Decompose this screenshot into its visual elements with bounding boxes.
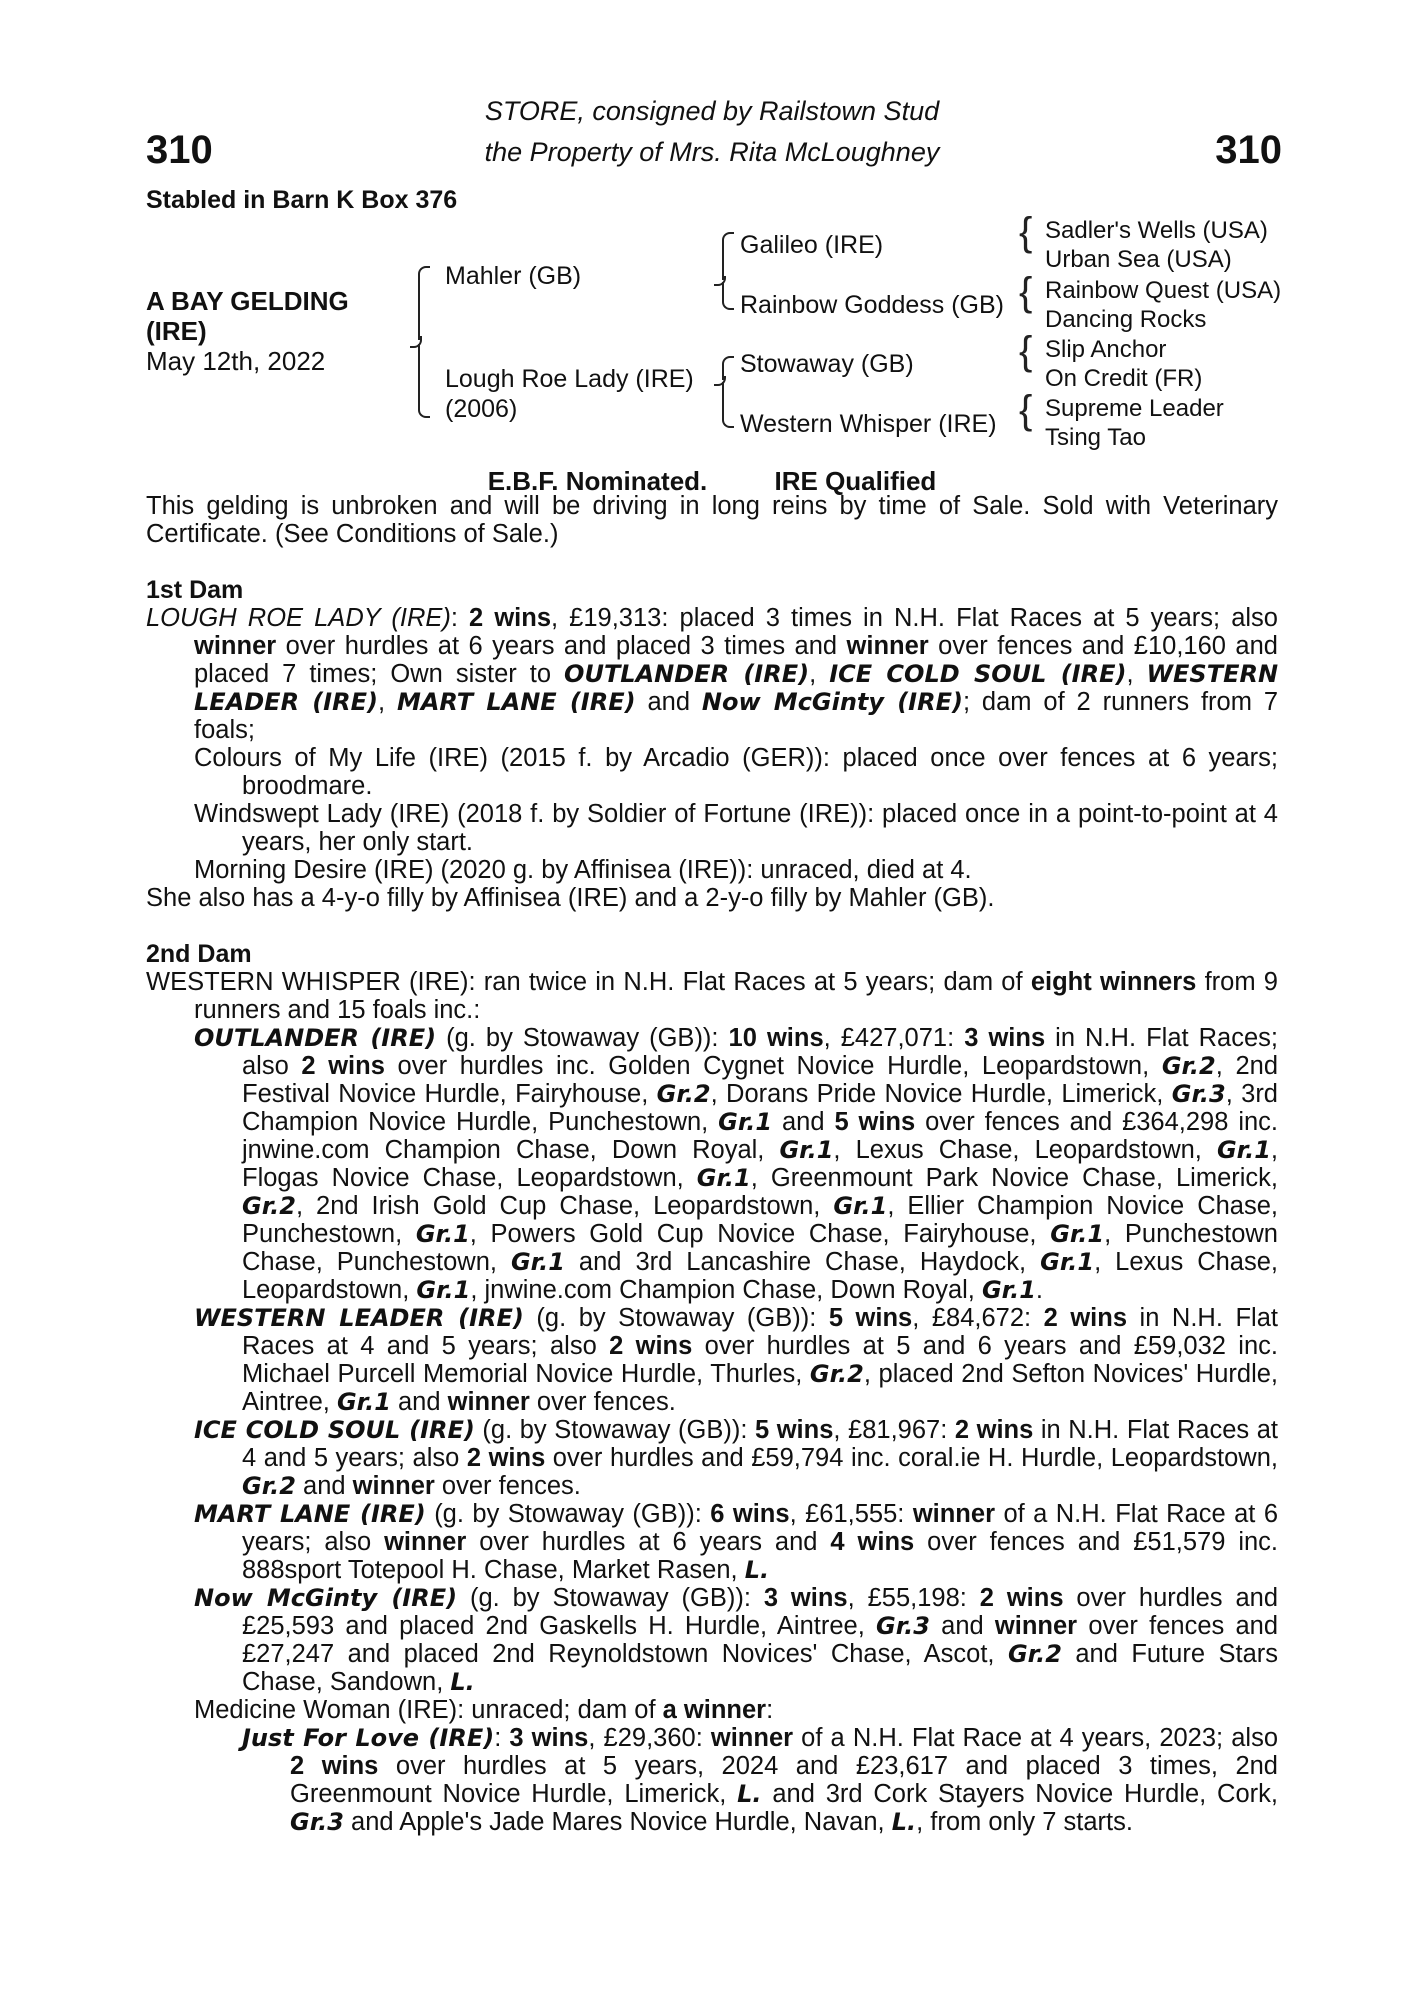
text: and Apple's Jade Mares Novice Hurdle, Navan, [343,1808,892,1836]
grade: Gr.2 [1007,1640,1062,1668]
text: (g. by Stowaway (GB)): [425,1500,711,1528]
produce-entry-western-leader [146,1304,1278,1416]
text: , [809,660,830,688]
grade: Gr.3 [876,1612,930,1640]
text: and [929,1612,995,1640]
text: , placed 2nd Sefton Novices' Hurdle, Aintree, [242,1360,1278,1416]
pedigree-brace: { [1019,388,1033,432]
text: over fences and £10,160 and placed 7 times; Own sister to [194,632,1278,688]
grade: Gr.1 [718,1108,773,1136]
text: , Flogas Novice Chase, Leopardstown, [242,1136,1278,1192]
text: over fences. [434,1472,581,1500]
g3-sadlers-wells: Sadler's Wells (USA) [1045,217,1268,244]
text: , 2nd Festival Novice Hurdle, Fairyhouse, [242,1052,1278,1108]
horse-country: (IRE) [146,316,207,346]
text: and [390,1388,448,1416]
text: and [772,1108,835,1136]
second-dam-section [146,940,1278,1836]
wins: 3 wins [509,1724,589,1752]
wins: 2 wins [609,1332,693,1360]
text: : [766,1696,774,1724]
text: over hurdles at 6 years and [466,1528,831,1556]
winners-count: eight winners [1030,968,1197,996]
winner: winner [384,1528,467,1556]
grade: Gr.1 [981,1276,1036,1304]
wins: 2 wins [469,604,551,632]
wins: 2 wins [979,1584,1064,1612]
horse-name: Now McGinty (IRE) [194,1584,458,1612]
text: in N.H. Flat Races; also [242,1024,1278,1080]
sibling-ice-cold-soul: ICE COLD SOUL (IRE) [829,660,1127,688]
wins: 2 wins [954,1416,1034,1444]
g3-rainbow-quest: Rainbow Quest (USA) [1045,277,1282,304]
first-dam-entry [146,604,1278,744]
text: , £84,672: [912,1304,1044,1332]
g3-urban-sea: Urban Sea (USA) [1045,246,1232,273]
pedigree-brace [722,282,734,310]
text: over fences and £51,579 inc. 888sport Totepool H. Chase, Market Rasen, [242,1528,1279,1584]
grade: Gr.1 [833,1192,888,1220]
text: over hurdles at 5 years, 2024 and £23,617 and placed 3 times, 2nd Greenmount Novice Hurdle, Limerick, [290,1752,1278,1808]
text: , 3rd Champion Novice Hurdle, Punchestown, [242,1080,1278,1136]
text: (g. by Stowaway (GB)): [474,1416,755,1444]
text: over fences and £27,247 and placed 2nd Reynoldstown Novices' Chase, Ascot, [242,1612,1279,1668]
grade: Gr.3 [290,1808,344,1836]
grade: Gr.1 [696,1164,751,1192]
wins: 2 wins [301,1052,385,1080]
horse-foaled: May 12th, 2022 [146,346,326,376]
grade: Gr.2 [656,1080,711,1108]
grade: Gr.2 [242,1472,296,1500]
sire: Mahler (GB) [445,262,582,290]
winner: winner [912,1500,995,1528]
pedigree-brace [418,344,430,418]
text: , Punchestown Chase, Punchestown, [242,1220,1278,1276]
text: of a N.H. Flat Race at 6 years; also [242,1500,1279,1556]
text: , £19,313: placed 3 times in N.H. Flat Races at 5 years; also [551,604,1278,632]
text: , 2nd Irish Gold Cup Chase, Leopardstown, [295,1192,834,1220]
wins: 10 wins [728,1024,824,1052]
g3-on-credit: On Credit (FR) [1045,365,1203,392]
winner: a winner [662,1696,767,1724]
sibling-now-mcginty: Now McGinty (IRE) [701,688,963,716]
wins: 3 wins [964,1024,1046,1052]
horse-name: ICE COLD SOUL (IRE) [194,1416,475,1444]
text: , Ellier Champion Novice Chase, Punchestown, [242,1192,1278,1248]
sibling-outlander: OUTLANDER (IRE) [564,660,810,688]
produce-entry-medicine-woman [146,1696,1278,1724]
text: , £29,360: [588,1724,711,1752]
pedigree-brace: { [1019,329,1033,373]
produce-entry-ice-cold-soul [146,1416,1278,1500]
consignor-line: STORE, consigned by Railstown Stud [484,96,940,126]
grade: L. [891,1808,917,1836]
sire-sire: Galileo (IRE) [740,231,884,259]
winner: winner [447,1388,530,1416]
text: (g. by Stowaway (GB)): [523,1304,829,1332]
wins: 5 wins [834,1108,916,1136]
second-dam-entry [146,968,1278,1024]
pedigree-brace: { [1019,210,1033,254]
wins: 4 wins [830,1528,915,1556]
text: , Lexus Chase, Leopardstown, [242,1248,1278,1304]
text: and 3rd Lancashire Chase, Haydock, [564,1248,1041,1276]
lot-number-right: 310 [1215,128,1282,172]
text: over hurdles and £59,794 inc. coral.ie H. Hurdle, Leopardstown, [545,1444,1278,1472]
g3-slip-anchor: Slip Anchor [1045,336,1167,363]
text: , from only 7 starts. [916,1808,1133,1836]
text: , Greenmount Park Novice Chase, Limerick, [750,1164,1278,1192]
grade: Gr.2 [242,1192,296,1220]
text: (g. by Stowaway (GB)): [457,1584,764,1612]
text: , Lexus Chase, Leopardstown, [833,1136,1217,1164]
text: WESTERN WHISPER (IRE): ran twice in N.H. Flat Races at 5 years; dam of [146,968,1031,996]
grade: Gr.3 [1171,1080,1226,1108]
grade: Gr.2 [1161,1052,1216,1080]
produce-entry-just-for-love [146,1724,1278,1836]
g3-tsing-tao: Tsing Tao [1045,424,1146,451]
grade: L. [737,1780,762,1808]
sibling-mart-lane: MART LANE (IRE) [396,688,636,716]
wins: 5 wins [754,1416,834,1444]
text: over hurdles at 6 years and placed 3 times and [276,632,847,660]
text: of a N.H. Flat Race at 4 years, 2023; also [793,1724,1279,1752]
text: over hurdles inc. Golden Cygnet Novice Hurdle, Leopardstown, [384,1052,1162,1080]
wins: 2 wins [466,1444,546,1472]
dam-dam: Western Whisper (IRE) [740,410,997,438]
text: and 3rd Cork Stayers Novice Hurdle, Cork, [761,1780,1278,1808]
grade: Gr.1 [416,1276,471,1304]
winner: winner [994,1612,1078,1640]
produce-note: She also has a 4-y-o filly by Affinisea (IRE) and a 2-y-o filly by Mahler (GB). [146,884,995,912]
pedigree-brace [418,266,430,340]
grade: L. [450,1668,475,1696]
horse-name: OUTLANDER (IRE) [194,1024,437,1052]
text: Medicine Woman (IRE): unraced; dam of [194,1696,663,1724]
dam-sire: Stowaway (GB) [740,350,914,378]
second-dam-heading: 2nd Dam [146,940,252,968]
horse-description: A BAY GELDING [146,286,349,316]
text: , £61,555: [789,1500,913,1528]
wins: 6 wins [710,1500,790,1528]
first-dam-section [146,576,1278,912]
text: , £81,967: [833,1416,955,1444]
grade: Gr.2 [809,1360,864,1388]
winner: winner [846,632,929,660]
text: in N.H. Flat Races at 4 and 5 years; also [242,1304,1278,1360]
text: (g. by Stowaway (GB)): [436,1024,729,1052]
g3-dancing-rocks: Dancing Rocks [1045,306,1207,333]
first-dam-heading: 1st Dam [146,576,244,604]
grade: Gr.1 [336,1388,391,1416]
text: over fences and £364,298 inc. jnwine.com Champion Chase, Down Royal, [242,1108,1279,1164]
grade: Gr.1 [1050,1220,1105,1248]
horse-name: MART LANE (IRE) [194,1500,426,1528]
text: from 9 runners and 15 foals inc.: [194,968,1278,1024]
text: over fences. [529,1388,676,1416]
text: , £427,071: [823,1024,965,1052]
text: and [295,1472,353,1500]
winner: winner [710,1724,794,1752]
text: : [494,1724,510,1752]
pedigree-brace [722,382,734,428]
text: , jnwine.com Champion Chase, Down Royal, [470,1276,982,1304]
g3-supreme-leader: Supreme Leader [1045,395,1224,422]
grade: Gr.1 [415,1220,470,1248]
text: : [450,604,470,632]
text: over hurdles at 5 and 6 years and £59,032 inc. Michael Purcell Memorial Novice Hurdle, Thurles, [242,1332,1278,1388]
text: , [377,688,397,716]
wins: 2 wins [290,1752,379,1780]
dam-year: (2006) [445,395,518,423]
text: , Dorans Pride Novice Hurdle, Limerick, [710,1080,1172,1108]
winner: winner [194,632,277,660]
grade: Gr.1 [510,1248,565,1276]
property-line: the Property of Mrs. Rita McLoughney [484,137,940,167]
grade: Gr.1 [1216,1136,1271,1164]
produce-entry: Morning Desire (IRE) (2020 g. by Affinisea (IRE)): unraced, died at 4. [194,856,972,884]
text: , [1126,660,1147,688]
grade: L. [744,1556,770,1584]
lot-number-left: 310 [146,128,213,172]
ire-qualified: IRE Qualified [774,466,937,496]
sibling-western-leader: WESTERN LEADER (IRE) [194,660,1279,716]
pedigree-brace: { [1019,270,1033,314]
first-dam-name: LOUGH ROE LADY (IRE) [146,604,451,632]
horse-name: Just For Love (IRE) [242,1724,495,1752]
grade: Gr.1 [1040,1248,1095,1276]
produce-entry-now-mcginty [146,1584,1278,1696]
text: in N.H. Flat Races at 4 and 5 years; also [242,1416,1278,1472]
grade: Gr.1 [779,1136,834,1164]
produce-entry-mart-lane [146,1500,1278,1584]
text: and Future Stars Chase, Sandown, [242,1640,1279,1696]
intro-text: This gelding is unbroken and will be driving in long reins by time of Sale. Sold with Veterinary Certificate. (See Conditions of Sale.) [146,492,1278,548]
text: and [635,688,702,716]
text: . [1035,1276,1043,1304]
ebf-nominated: E.B.F. Nominated. [487,466,708,496]
pedigree-brace [722,232,734,280]
produce-entry: Windswept Lady (IRE) (2018 f. by Soldier of Fortune (IRE)): placed once in a point-to-point at 4 years, her only start. [194,800,1278,856]
sire-dam: Rainbow Goddess (GB) [740,291,1005,319]
wins: 5 wins [828,1304,913,1332]
stabled-info: Stabled in Barn K Box 376 [146,186,458,214]
winner: winner [352,1472,435,1500]
produce-entry-outlander [146,1024,1278,1304]
text: , £55,198: [847,1584,980,1612]
text: over hurdles and £25,593 and placed 2nd Gaskells H. Hurdle, Aintree, [242,1584,1279,1640]
horse-name: WESTERN LEADER (IRE) [194,1304,524,1332]
produce-entry: Colours of My Life (IRE) (2015 f. by Arcadio (GER)): placed once over fences at 6 years; broodmare. [194,744,1278,800]
dam: Lough Roe Lady (IRE) [445,365,694,393]
wins: 3 wins [763,1584,848,1612]
text: ; dam of 2 runners from 7 foals; [194,688,1279,744]
text: , Powers Gold Cup Novice Chase, Fairyhouse, [469,1220,1051,1248]
wins: 2 wins [1043,1304,1128,1332]
